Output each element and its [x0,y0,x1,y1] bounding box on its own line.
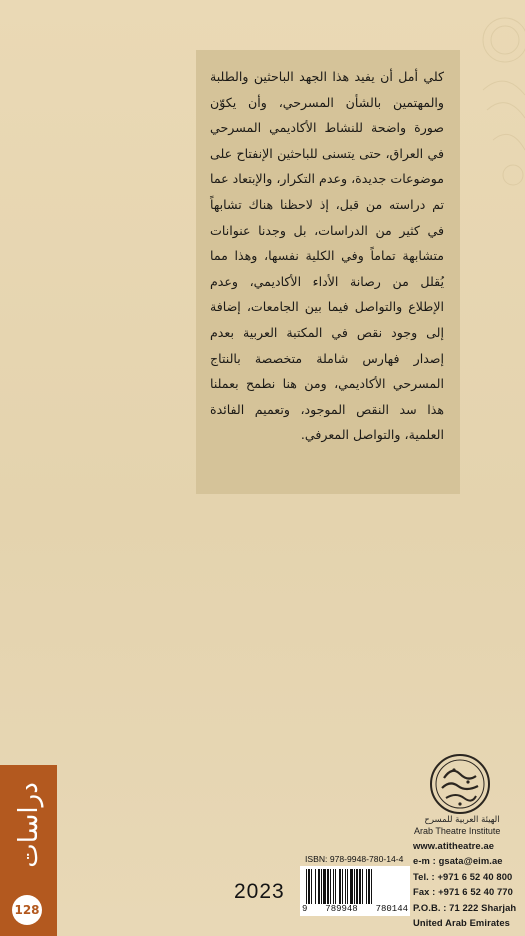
publisher-name-ar: الهيئة العربية للمسرح [424,815,500,825]
barcode-digits [300,904,410,916]
series-tab [0,765,57,936]
publisher-name-en: Arab Theatre Institute [414,826,501,836]
barcode-digits-right: 780144 [375,904,408,914]
publisher-tel: Tel. : +971 6 52 40 800 [413,870,513,882]
series-number-badge: 128 [12,895,42,925]
publisher-pob: P.O.B. : 71 222 Sharjah [413,901,517,913]
publisher-country: United Arab Emirates [413,917,510,929]
blurb-box [196,50,460,494]
publisher-logo-icon [428,752,492,816]
isbn-label: ISBN: 978-9948-780-14-4 [305,854,404,864]
publisher-website: www.atitheatre.ae [413,840,495,851]
barcode-digits-mid: 789948 [325,904,358,914]
barcode-digits-left: 9 [302,904,308,914]
series-title: دراسات [13,782,44,868]
blurb-text: كلي أمل أن يفيد هذا الجهد الباحثين والطلبة والمهتمين بالشأن المسرحي، وأن يكوّن صورة واضحة للنشاط الأكاديمي المسرحي في العراق، حتى يتسنى للباحثين الإنفتاح على موضوعات جديدة، وعدم التكرار، والإبتعاد عما تم دراسته من قبل، إذ لاحظنا هناك تشابهاً في كثير من الدراسات، بل وجدنا عنوانات متشابهة تماماً وفي الكلية نفسها، وهذا مما يُقلل من رصانة الأداء الأكاديمي، وعدم الإطلاع والتواصل فيما بين الجامعات، إضافة إلى وجود نقص في المكتبة العربية بعدم إصدار فهارس شاملة متخصصة بالنتاج المسرحي الأكاديمي، ومن هنا نطمح بعملنا هذا سد النقص الموجود، وتعميم الفائدة العلمية، والتواصل المعرفي. [210,69,444,443]
publication-year: 2023 [234,880,285,903]
publisher-contacts [413,838,523,930]
publisher-fax: Fax : +971 6 52 40 770 [413,886,513,898]
publisher-email: e-m : gsata@eim.ae [413,855,503,867]
series-title-wrap [0,765,57,885]
